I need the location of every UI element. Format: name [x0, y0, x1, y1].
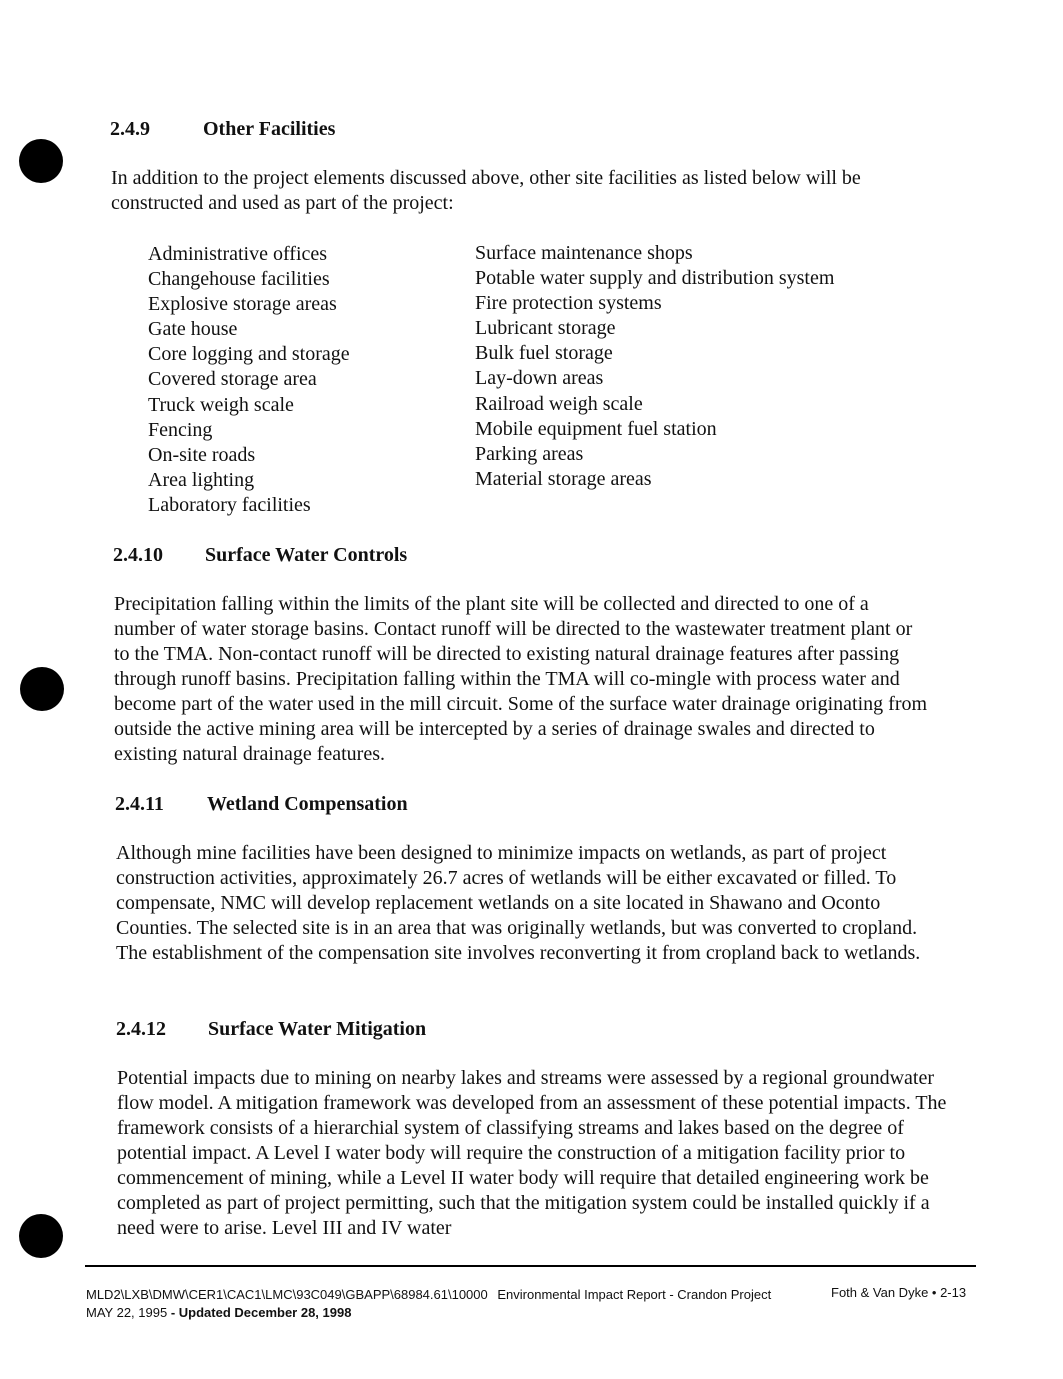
heading-2-4-12	[116, 1018, 426, 1041]
heading-title: Other Facilities	[203, 118, 336, 140]
punch-hole-middle	[20, 667, 64, 711]
heading-2-4-9	[110, 118, 335, 141]
footer-report-title: Environmental Impact Report - Crandon Project	[497, 1287, 772, 1302]
list-item: Changehouse facilities	[148, 268, 330, 291]
footer-file-path: MLD2\LXB\DMW\CER1\CAC1\LMC\93C049\GBAPP\68984.61\10000	[86, 1287, 488, 1302]
list-item: Lubricant storage	[475, 317, 616, 340]
heading-title: Surface Water Controls	[205, 544, 408, 566]
heading-number: 2.4.10	[113, 544, 163, 566]
section-body: Potential impacts due to mining on nearby lakes and streams were assessed by a regional groundwater flow model. A mitigation framework was developed from an assessment of these potential impacts. The framework consists of a hierarchial system of classifying streams and lakes based on the degree of potential impact. A Level I water body will require the construction of a mitigation facility prior to commencement of mining, while a Level II water body will require that detailed engineering work be completed as part of project permitting, such that the mitigation system could be installed quickly if a need were to arise. Level III and IV water	[117, 1067, 947, 1239]
list-item: Covered storage area	[148, 368, 317, 391]
list-item: Gate house	[148, 318, 238, 341]
list-item: Railroad weigh scale	[475, 392, 643, 415]
list-item: Bulk fuel storage	[475, 342, 613, 365]
footer-updated: - Updated December 28, 1998	[170, 1305, 352, 1320]
list-item: Lay-down areas	[475, 367, 604, 390]
list-item: On-site roads	[148, 443, 256, 466]
heading-number: 2.4.9	[110, 118, 150, 140]
list-item: Fencing	[148, 418, 213, 441]
facilities-list-left	[148, 242, 350, 518]
list-item: Mobile equipment fuel station	[475, 417, 717, 440]
list-item: Fire protection systems	[475, 292, 662, 315]
punch-hole-bottom	[19, 1214, 63, 1258]
section-body: Precipitation falling within the limits of the plant site will be collected and directed to one of a number of water storage basins. Contact runoff will be directed to the wastewater treatment plant or to the TMA. Non-contact runoff will be directed to existing natural drainage features after passing through runoff basins. Precipitation falling within the TMA will co-mingle with process water and become part of the water used in the mill circuit. Some of the surface water drainage originating from outside the active mining area will be intercepted by a series of drainage swales and directed to existing natural drainage features.	[114, 593, 928, 765]
list-item: Laboratory facilities	[148, 493, 311, 516]
footer-date-line	[86, 1305, 351, 1320]
list-item: Truck weigh scale	[148, 393, 294, 416]
list-item: Core logging and storage	[148, 343, 350, 366]
heading-title: Wetland Compensation	[207, 793, 408, 815]
list-item: Material storage areas	[475, 467, 652, 490]
footer-path-line	[86, 1287, 771, 1302]
heading-title: Surface Water Mitigation	[208, 1018, 427, 1040]
list-item: Administrative offices	[148, 243, 328, 265]
footer-date: MAY 22, 1995	[86, 1305, 168, 1320]
list-item: Parking areas	[475, 442, 584, 465]
footer-firm-page: Foth & Van Dyke • 2-13	[831, 1285, 967, 1300]
footer-rule	[85, 1265, 976, 1267]
list-item: Surface maintenance shops	[475, 242, 693, 264]
list-item: Potable water supply and distribution system	[475, 267, 835, 290]
heading-number: 2.4.12	[116, 1018, 166, 1040]
list-item: Explosive storage areas	[148, 293, 337, 316]
heading-number: 2.4.11	[115, 793, 164, 815]
section-body: Although mine facilities have been designed to minimize impacts on wetlands, as part of project construction activities, approximately 26.7 acres of wetlands will be either excavated or filled. To compensate, NMC will develop replacement wetlands on a site located in Shawano and Oconto Counties. The selected site is in an area that was originally wetlands, but was converted to cropland. The establishment of the compensation site involves reconverting it from cropland back to wetlands.	[116, 842, 921, 964]
heading-2-4-11	[115, 793, 408, 816]
section-intro: In addition to the project elements discussed above, other site facilities as listed below will be constructed and used as part of the project:	[111, 167, 861, 214]
punch-hole-top	[19, 139, 63, 183]
heading-2-4-10	[113, 544, 407, 567]
list-item: Area lighting	[148, 468, 255, 491]
facilities-list-right	[475, 241, 834, 492]
